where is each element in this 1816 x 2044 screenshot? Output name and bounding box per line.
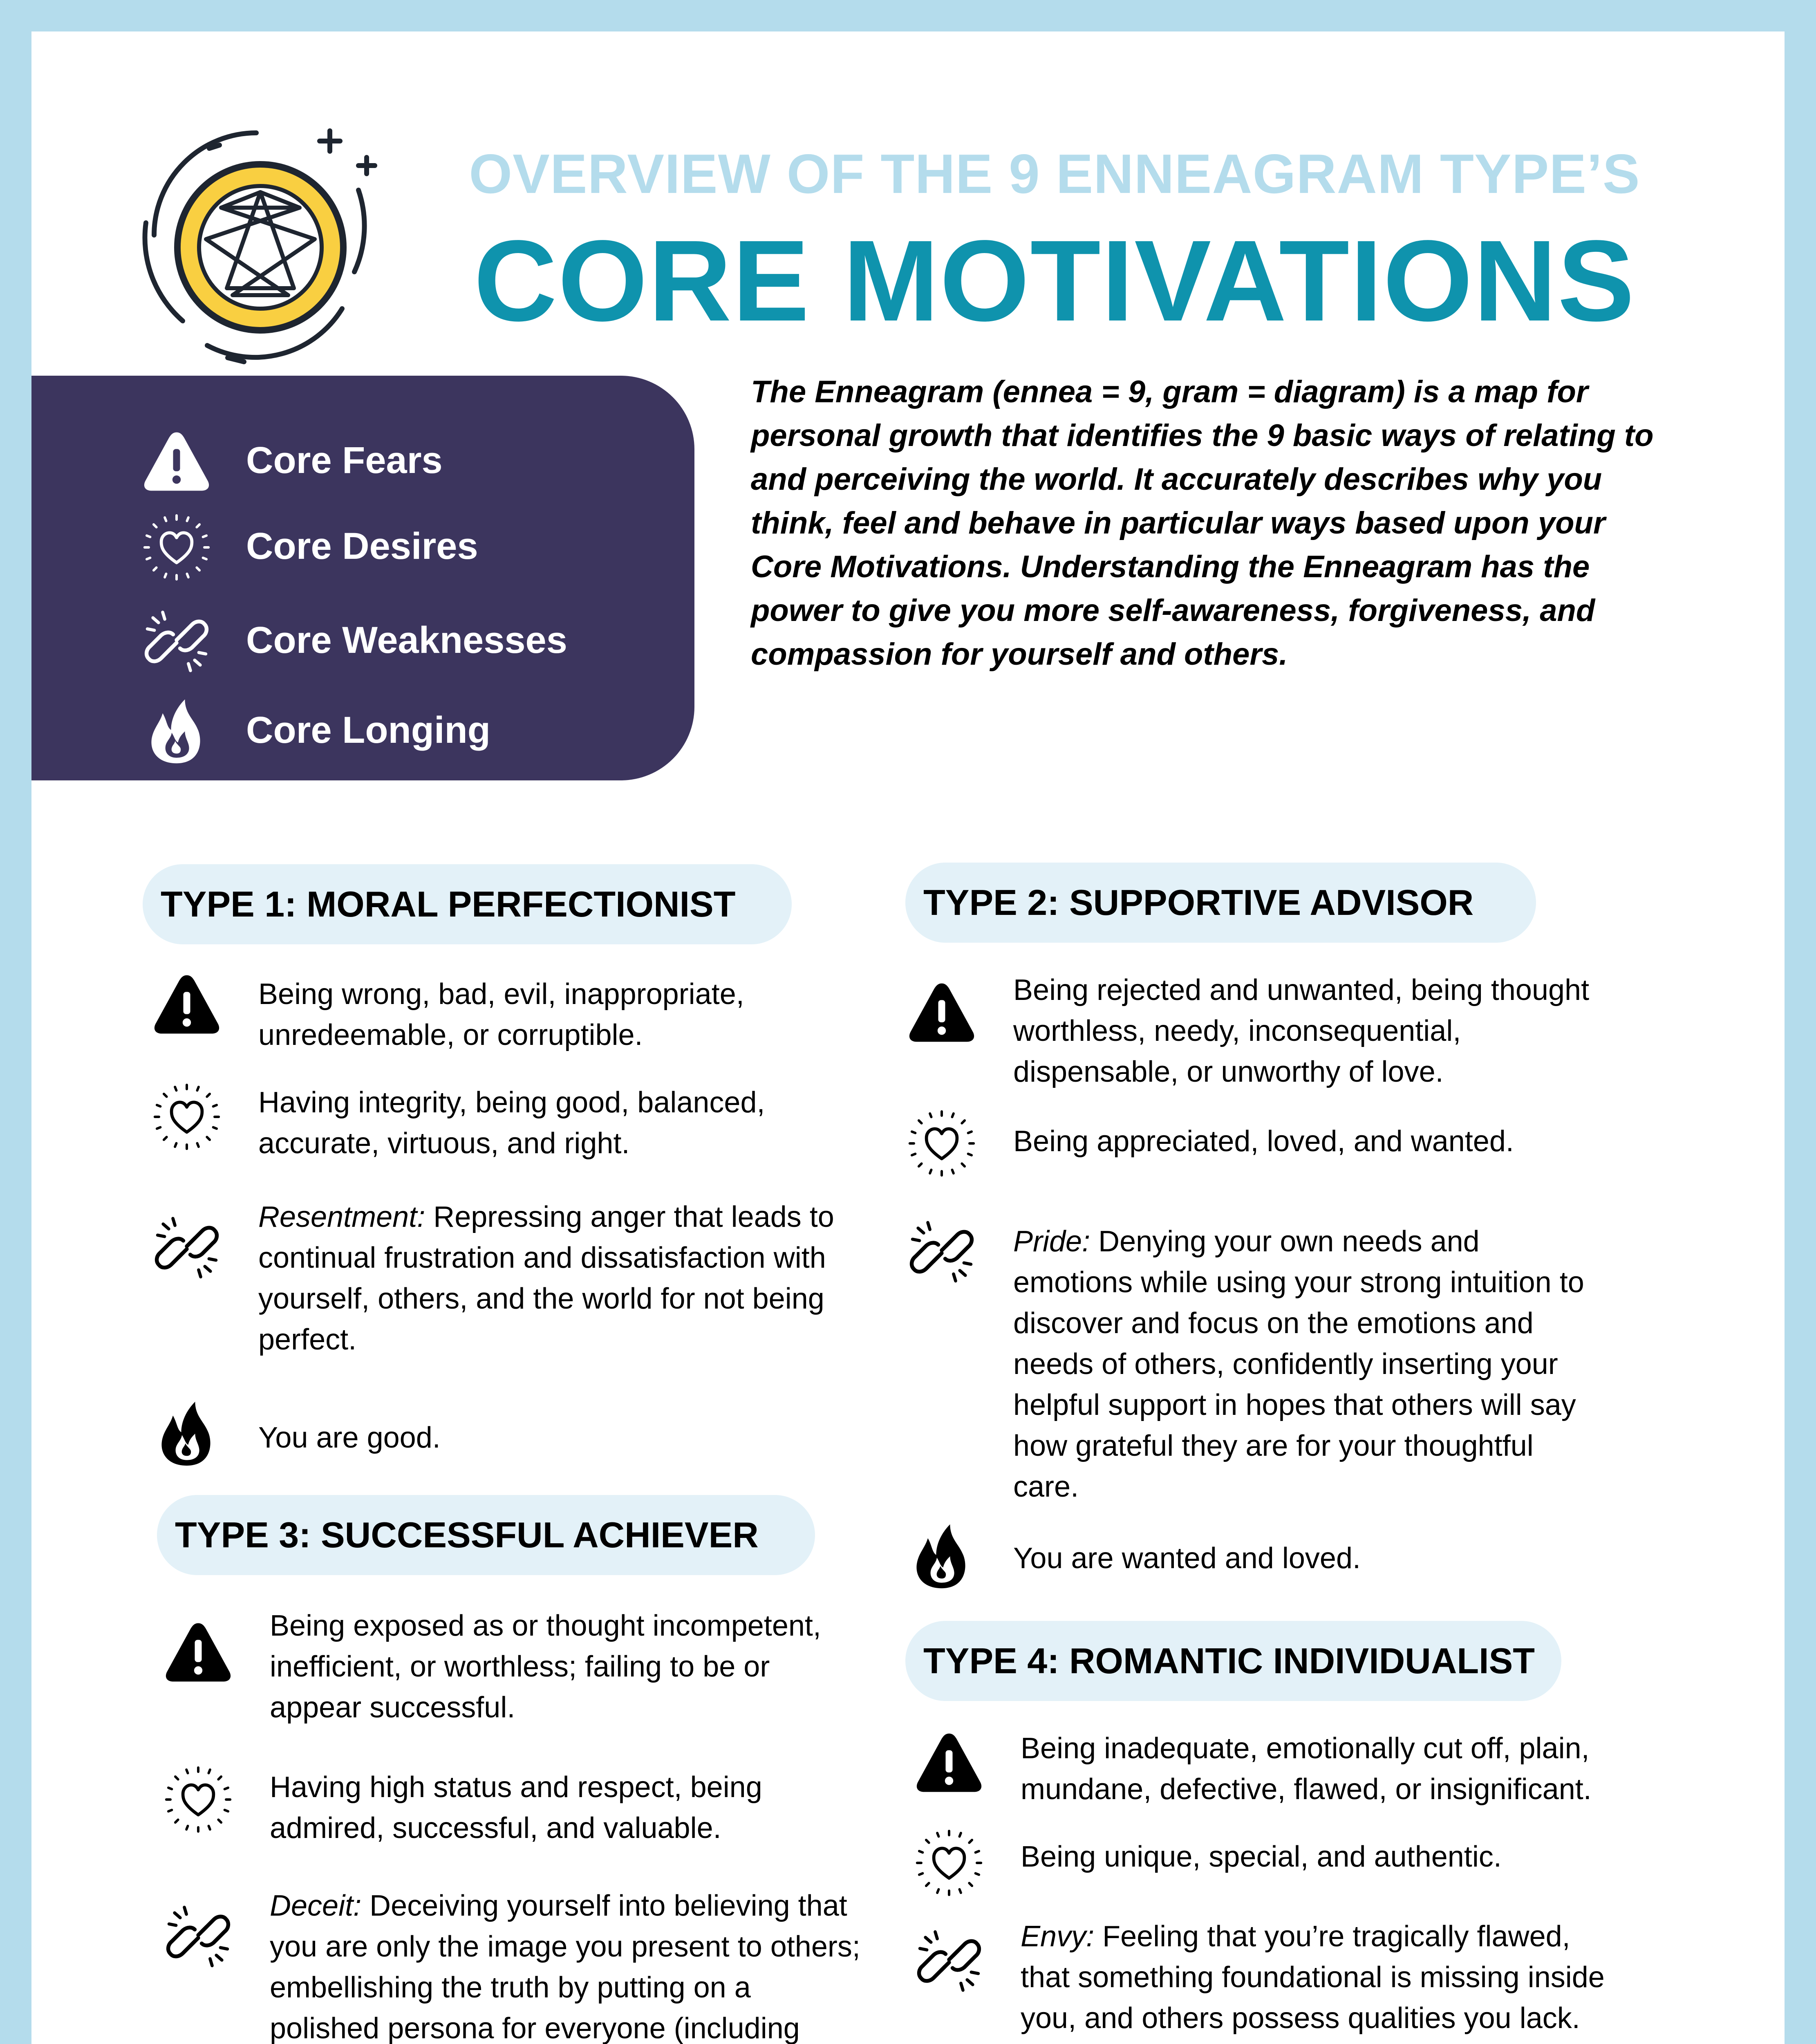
type-4-heading: TYPE 4: ROMANTIC INDIVIDUALIST [905,1621,1561,1701]
page-title: CORE MOTIVATIONS [474,216,1635,345]
legend-core-fears [142,427,681,496]
legend-core-weaknesses [142,607,681,676]
desire-text: Having integrity, being good, balanced, accurate, virtuous, and right. [258,1086,765,1160]
desire-text: Having high status and respect, being admired, successful, and valuable. [270,1771,762,1845]
weakness-label: Envy: [1021,1920,1095,1953]
broken-link-icon [907,1217,976,1286]
type-2-heading: TYPE 2: SUPPORTIVE ADVISOR [905,863,1536,943]
intro-paragraph: The Enneagram (ennea = 9, gram = diagram) is a map for personal growth that identifies the 9 basic ways of relating to and perceiving the world. It accurately describes why you think, feel and behave in particular ways based upon your Core Motivations. Understanding the Enneagram has the power to give you more self-awareness, forgiveness, and compassion for yourself and others. [751,374,1654,672]
weakness-label: Deceit: [270,1889,362,1922]
fear-text: Being rejected and unwanted, being thought worthless, needy, inconsequential, dispensable, or unworthy of love. [1013,974,1590,1088]
weakness-description: Denying your own needs and emotions while using your strong intuition to discover and focus on the emotions and needs of others, confidently inserting your helpful support in hopes that others will say how grateful they are for your thoughtful care. [1013,1225,1584,1503]
fear-text: Being exposed as or thought incompetent, inefficient, or worthless; failing to be or appear successful. [270,1609,821,1724]
warning-icon [152,970,222,1039]
flame-icon [152,1399,222,1468]
weakness-label: Pride: [1013,1225,1090,1258]
weakness-label: Resentment: [258,1201,425,1233]
legend-panel [31,376,694,780]
broken-link-icon [163,1902,233,1971]
fear-text: Being wrong, bad, evil, inappropriate, unredeemable, or corruptible. [258,978,744,1051]
legend-label: Core Desires [246,525,478,567]
broken-link-icon [152,1213,222,1282]
weakness-description: Repressing anger that leads to continual frustration and dissatisfaction with yourself, others, and the world for not being perfect. [258,1201,834,1356]
broken-link-icon [142,607,211,676]
weakness-description: Feeling that you’re tragically flawed, that something foundational is missing inside you, and others possess qualities you lack. [1021,1920,1605,2035]
longing-text: You are good. [258,1421,441,1454]
weakness-text [1021,1916,1613,2039]
heart-icon [142,513,211,582]
warning-icon [914,1728,984,1797]
heart-icon [163,1765,233,1834]
flame-icon [142,697,211,766]
desire-text: Being unique, special, and authentic. [1021,1840,1502,1873]
legend-label: Core Longing [246,709,490,751]
warning-icon [142,427,211,496]
page [31,31,1785,2044]
fear-text: Being inadequate, emotionally cut off, plain, mundane, defective, flawed, or insignificant. [1021,1732,1592,1806]
legend-label: Core Weaknesses [246,619,567,661]
longing-text: You are wanted and loved. [1013,1542,1361,1575]
type-3-heading: TYPE 3: SUCCESSFUL ACHIEVER [157,1495,815,1575]
heart-icon [914,1828,984,1898]
enneagram-logo-icon [138,117,391,378]
subtitle: OVERVIEW OF THE 9 ENNEAGRAM TYPE’S [469,143,1640,205]
warning-icon [907,978,976,1047]
weakness-text [270,1885,862,2044]
weakness-description: Deceiving yourself into believing that you are only the image you present to others; embellishing the truth by putting on a polished persona for everyone (including [270,1889,860,2044]
legend-core-desires [142,513,681,582]
desire-text: Being appreciated, loved, and wanted. [1013,1125,1514,1158]
legend-core-longing [142,697,681,766]
heart-icon [907,1109,976,1178]
weakness-text [258,1197,851,1360]
type-1-heading: TYPE 1: MORAL PERFECTIONIST [143,864,792,944]
broken-link-icon [914,1926,984,1996]
warning-icon [163,1618,233,1687]
legend-label: Core Fears [246,439,443,481]
heart-icon [152,1082,222,1152]
flame-icon [907,1522,976,1591]
weakness-text [1013,1221,1606,1507]
